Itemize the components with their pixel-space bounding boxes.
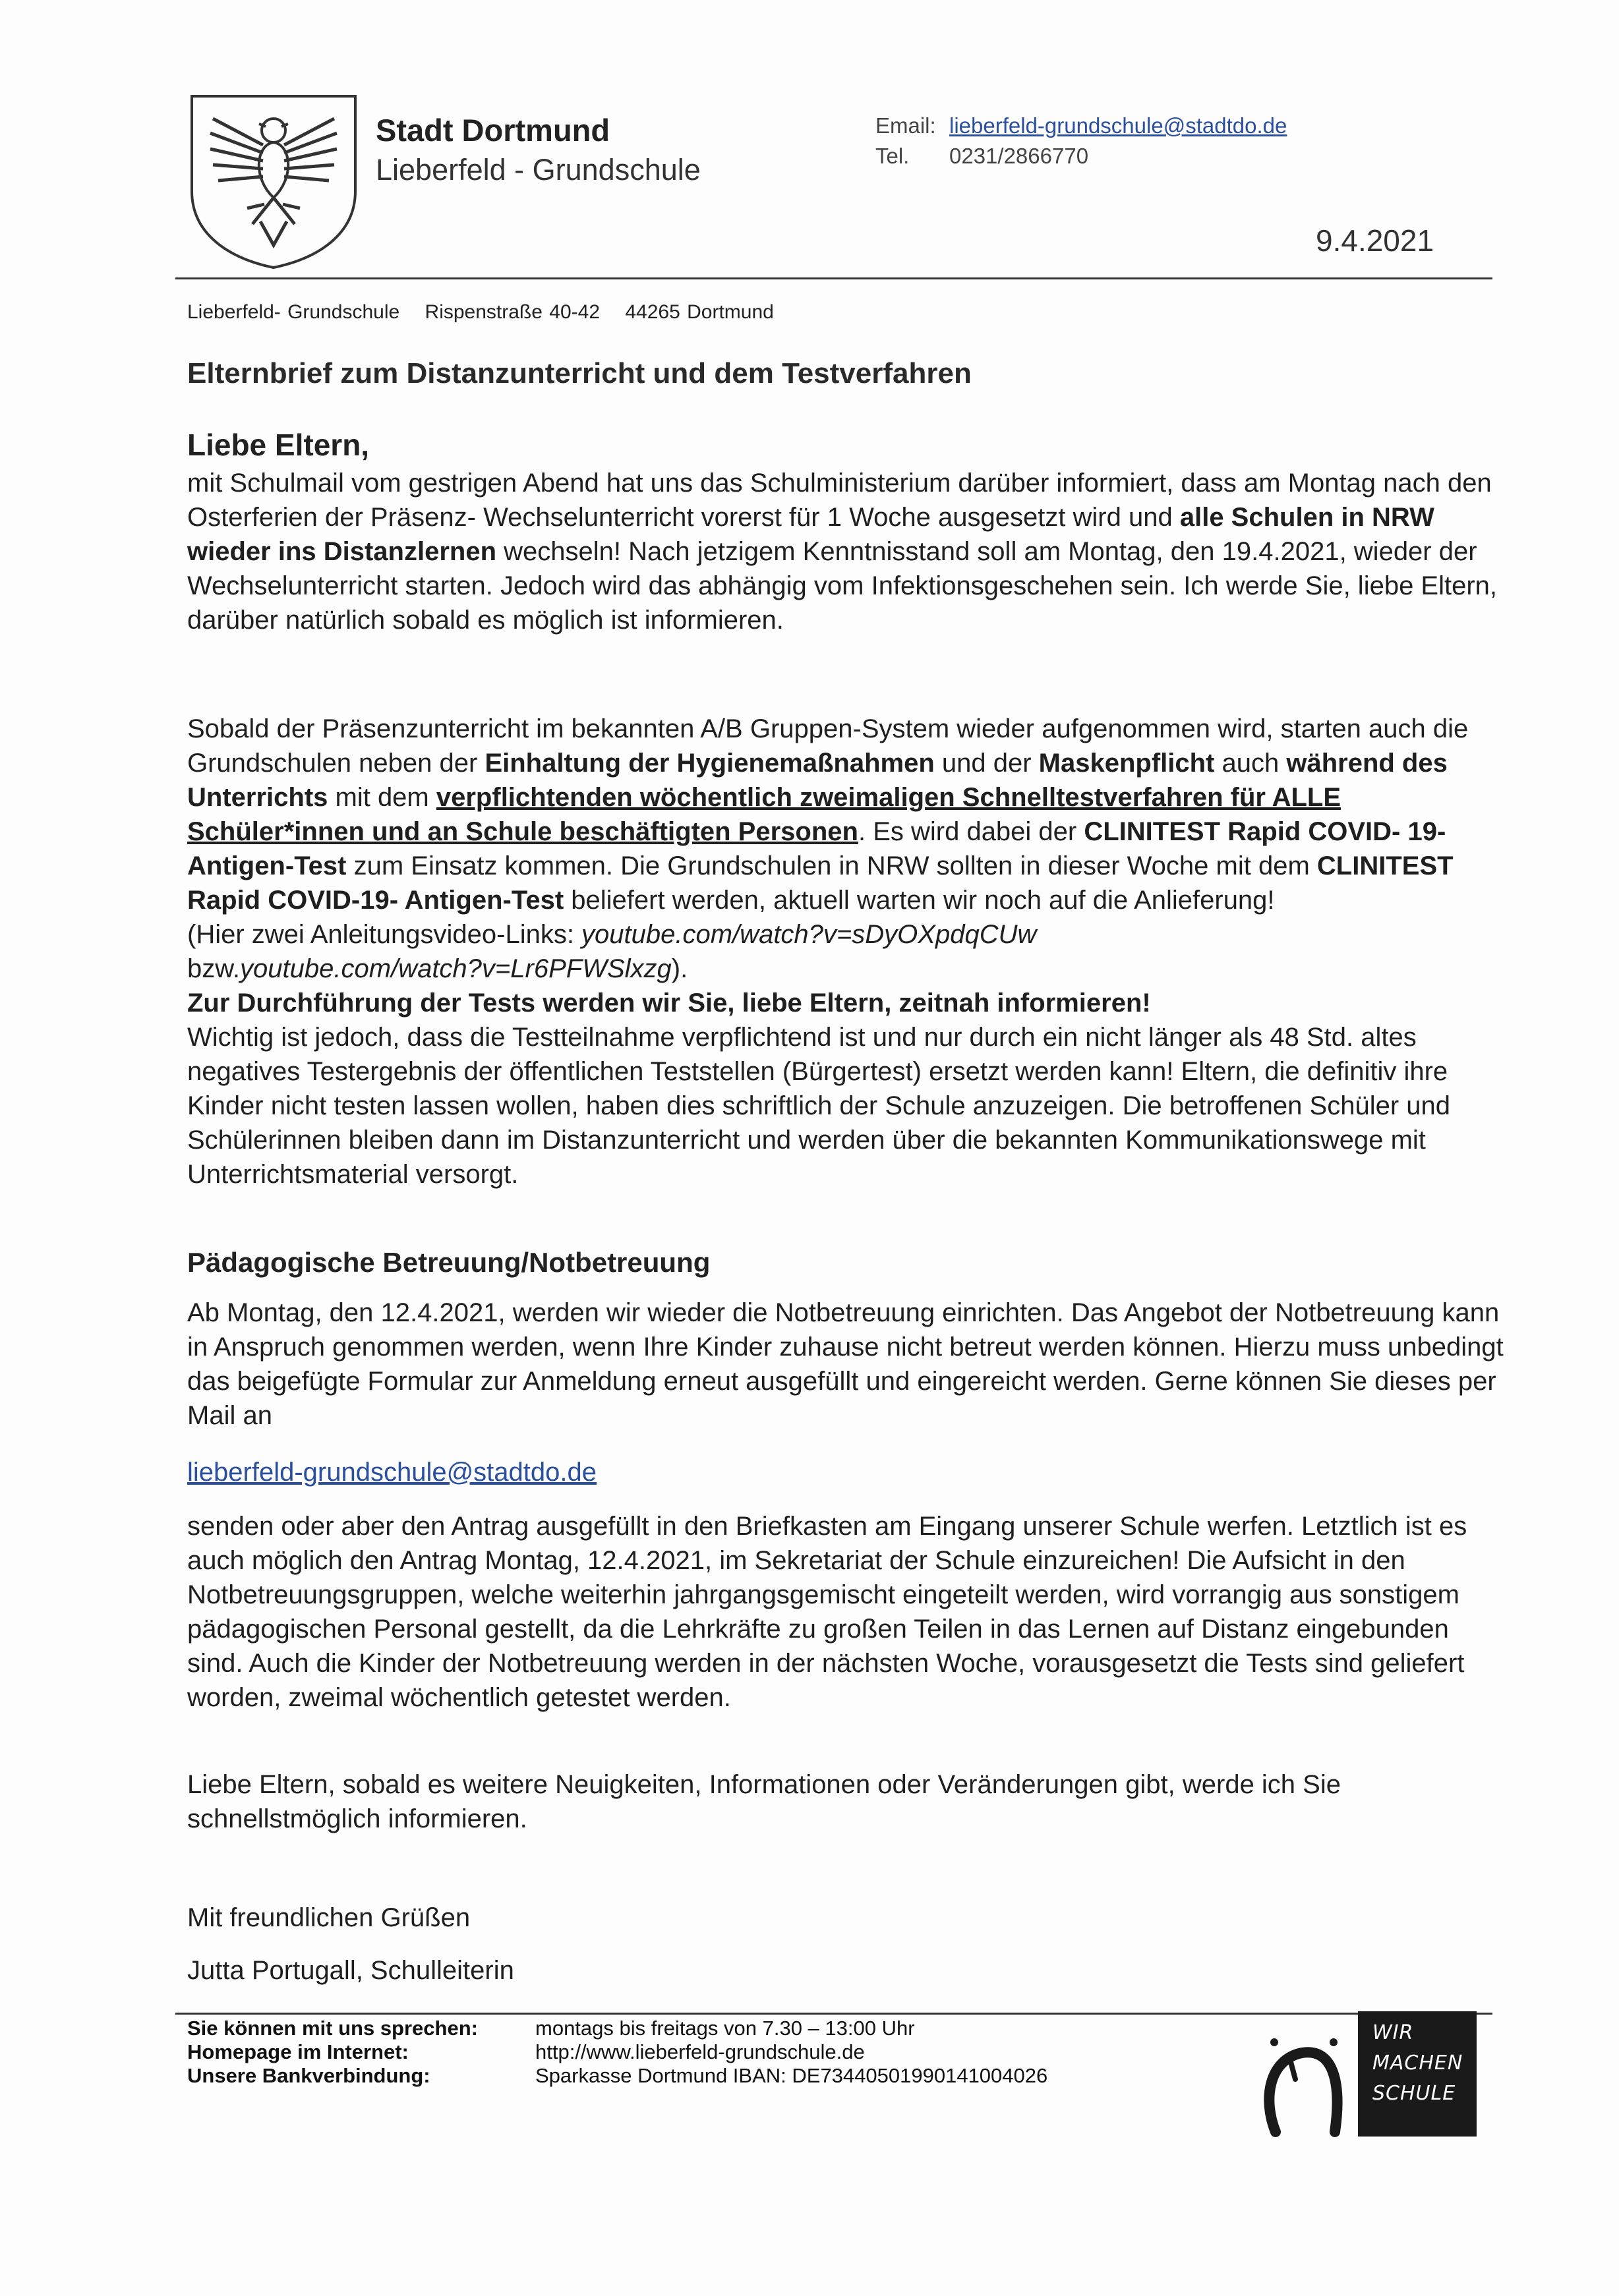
email-link[interactable]: lieberfeld-grundschule@stadtdo.de [949, 113, 1287, 138]
tel-label: Tel. [875, 144, 910, 168]
school-name: Lieberfeld - Grundschule [376, 153, 701, 187]
footer-values [535, 2017, 1047, 2088]
sender-name: Lieberfeld- Grundschule [187, 301, 400, 323]
p3-text: Ab Montag, den 12.4.2021, werden wir wieder die Notbetreuung einrichten. Das Angebot der Notbetreuung kann in Anspruch genommen werden, wenn Ihre Kinder zuhause nicht betreut werden können. Hierzu muss unbedingt das beigefügte Formular zur Anmeldung erneut ausgefüllt und eingereicht werden. Gerne können Sie dieses per Mail an [187, 1298, 1504, 1430]
letter-date: 9.4.2021 [1316, 223, 1434, 258]
p2-test-name-1: CLINITEST Rapid COVID- 19- Antigen-Test [187, 817, 1446, 880]
p2-test-name-2: CLINITEST Rapid COVID-19- Antigen-Test [187, 851, 1454, 915]
sender-address [187, 301, 792, 324]
wir-machen-schule-mark-icon [1256, 2033, 1348, 2138]
p5-text: Liebe Eltern, sobald es weitere Neuigkeiten, Informationen oder Veränderungen gibt, werde ich Sie schnellstmöglich informieren. [187, 1770, 1341, 1833]
p2-text-q: Wichtig ist jedoch, dass die Testteilnahme verpflichtend ist und nur durch ein nicht länger als 48 Std. altes negatives Testergebnis der öffentlichen Teststellen (Bürgertest) ersetzt werden kann! Eltern, die definitiv ihre Kinder nicht testen lassen wollen, haben dies schriftlich der Schule anzuzeigen. Die betroffenen Schüler und Schülerinnen bleiben dann im Distanzunterricht und werden über die bekannten Kommunikationswege mit Unterrichtsmaterial versorgt. [187, 1023, 1450, 1189]
p2-close-paren: ). [671, 954, 688, 983]
paragraph-4 [187, 1509, 1506, 1715]
p2-text-e: auch [1214, 749, 1287, 778]
paragraph-2 [187, 712, 1506, 1191]
footer-label-contact: Sie können mit uns sprechen: [187, 2017, 478, 2040]
footer-divider [175, 2013, 1492, 2015]
badge-line-3: SCHULE [1372, 2082, 1456, 2105]
p1-text-a: mit Schulmail vom gestrigen Abend hat uns das Schulministerium darüber informiert, dass am Montag nach den Osterferien der Präsenz- Wechselunterricht vorerst für 1 Woche ausgesetzt wird und [187, 469, 1492, 532]
sender-street: Rispenstraße 40-42 [425, 301, 600, 323]
p2-text-i: . Es wird dabei der [858, 817, 1084, 846]
p2-text-a: Sobald der Präsenzunterricht im bekannten A/B Gruppen-System wieder aufgenommen wird, starten auch die Grundschulen neben der [187, 714, 1469, 778]
sender-city: 44265 Dortmund [625, 301, 774, 323]
mail-link-row [187, 1455, 1506, 1489]
dortmund-eagle-crest-icon [187, 92, 361, 270]
header-divider [175, 277, 1492, 279]
badge-line-1: WIR [1372, 2021, 1414, 2044]
letter-title: Elternbrief zum Distanzunterricht und dem Testverfahren [187, 357, 972, 389]
video-link-1[interactable]: youtube.com/watch?v=sDyOXpdqCUw [581, 920, 1037, 949]
footer-hours: montags bis freitags von 7.30 – 13:00 Uhr [535, 2017, 915, 2040]
closing-greeting: Mit freundlichen Grüßen [187, 1903, 471, 1932]
p4-text: senden oder aber den Antrag ausgefüllt in den Briefkasten am Eingang unserer Schule werfen. Letztlich ist es auch möglich den Antrag Montag, 12.4.2021, im Sekretariat der Schule einzureichen! Die Aufsicht in den Notbetreuungsgruppen, welche weiterhin jahrgangsgemischt eingeteilt werden, wird vorrangig aus sonstigem pädagogischen Personal gestellt, da die Lehrkräfte zu großen Teilen in das Lernen auf Distanz eingebunden sind. Auch die Kinder der Notbetreuung werden in der nächsten Woche, vorausgesetzt die Tests sind geliefert worden, zweimal wöchentlich getestet werden. [187, 1512, 1467, 1712]
footer-label-bank: Unsere Bankverbindung: [187, 2064, 430, 2087]
badge-line-2: MACHEN [1372, 2052, 1463, 2075]
footer-bank: Sparkasse Dortmund IBAN: DE73440501990141004026 [535, 2064, 1048, 2087]
p2-inform-note: Zur Durchführung der Tests werden wir Sie, liebe Eltern, zeitnah informieren! [187, 989, 1151, 1018]
video-link-2[interactable]: youtube.com/watch?v=Lr6PFWSlxzg [240, 954, 672, 983]
p2-video-intro: (Hier zwei Anleitungsvideo-Links: [187, 920, 582, 949]
p2-hygiene: Einhaltung der Hygienemaßnahmen [485, 749, 935, 778]
p2-testing-mandate: verpflichtenden wöchentlich zweimaligen Schnelltestverfahren für ALLE Schüler*innen und an Schule beschäftigten Personen [187, 783, 1341, 846]
p2-text-m: beliefert werden, aktuell warten wir noch auf die Anlieferung! [564, 886, 1275, 915]
paragraph-3 [187, 1296, 1506, 1433]
email-label: Email: [875, 113, 936, 138]
wir-machen-schule-badge [1358, 2011, 1477, 2137]
p1-bold: alle Schulen in NRW wieder ins Distanzlernen [187, 503, 1434, 566]
signature: Jutta Portugall, Schulleiterin [187, 1956, 514, 1985]
footer-label-homepage: Homepage im Internet: [187, 2040, 409, 2063]
school-email-link[interactable]: lieberfeld-grundschule@stadtdo.de [187, 1458, 597, 1487]
p2-mask: Maskenpflicht [1038, 749, 1215, 778]
paragraph-1 [187, 466, 1506, 637]
contact-block [875, 111, 1287, 171]
footer-labels [187, 2017, 478, 2088]
footer-homepage[interactable]: http://www.lieberfeld-grundschule.de [535, 2040, 865, 2063]
p2-bzw: bzw. [187, 954, 241, 983]
paragraph-5 [187, 1767, 1506, 1836]
p1-text-c: wechseln! Nach jetzigem Kenntnisstand soll am Montag, den 19.4.2021, wieder der Wechselunterricht starten. Jedoch wird das abhängig vom Infektionsgeschehen sein. Ich werde Sie, liebe Eltern, darüber natürlich sobald es möglich ist informieren. [187, 537, 1498, 635]
salutation: Liebe Eltern, [187, 428, 370, 462]
city-name: Stadt Dortmund [376, 113, 610, 148]
p2-text-g: mit dem [328, 783, 436, 812]
p2-during-class: während des Unterrichts [187, 749, 1448, 812]
tel-value: 0231/2866770 [949, 144, 1089, 168]
p2-text-k: zum Einsatz kommen. Die Grundschulen in NRW sollten in dieser Woche mit dem [346, 851, 1317, 880]
p2-text-c: und der [934, 749, 1039, 778]
section-heading-care: Pädagogische Betreuung/Notbetreuung [187, 1247, 711, 1278]
